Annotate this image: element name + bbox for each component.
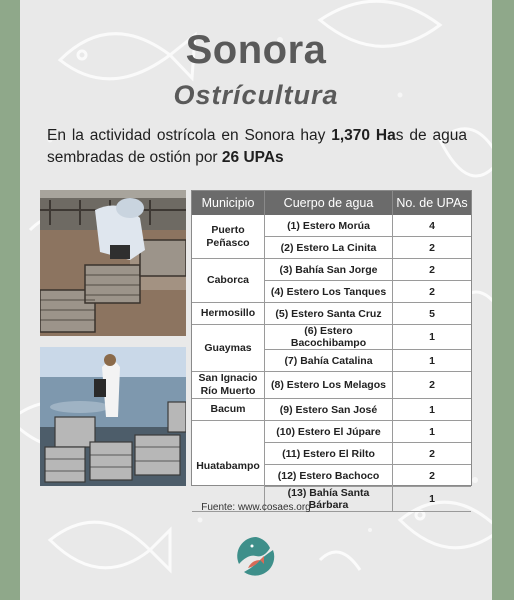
cuerpo-de-agua-cell: (11) Estero El Rilto	[265, 443, 393, 465]
intro-paragraph	[47, 125, 467, 169]
intro-text-1: En la actividad ostrícola en Sonora hay	[47, 127, 332, 144]
table-row	[192, 259, 471, 281]
right-border	[492, 0, 514, 600]
municipio-cell: Guaymas	[192, 325, 265, 372]
upas-count-cell: 1	[393, 350, 472, 372]
municipio-cell: Bacum	[192, 399, 265, 421]
upas-count-cell: 2	[393, 281, 472, 303]
cuerpo-de-agua-cell: (5) Estero Santa Cruz	[265, 303, 393, 325]
upas-count-cell: 2	[393, 372, 472, 399]
left-border	[0, 0, 20, 600]
municipio-cell: Hermosillo	[192, 303, 265, 325]
source-note: Fuente: www.cosaes.org	[201, 502, 311, 513]
intro-hectares: 1,370 Ha	[331, 127, 396, 144]
fish-circle-logo-icon	[234, 534, 278, 583]
cuerpo-de-agua-cell: (7) Bahía Catalina	[265, 350, 393, 372]
upas-count-cell: 2	[393, 259, 472, 281]
cuerpo-de-agua-cell: (13) Bahía Santa Bárbara	[265, 487, 393, 512]
cuerpo-de-agua-cell: (6) Estero Bacochibampo	[265, 325, 393, 350]
table-row	[192, 303, 471, 325]
page-subtitle: Ostrícultura	[173, 80, 339, 110]
oyster-farm-photo-2	[40, 347, 186, 486]
intro-upas: 26 UPAs	[221, 149, 284, 166]
upas-count-cell: 1	[393, 487, 472, 512]
intro-text-2: s de agua sembradas de ostión por	[47, 127, 467, 166]
table-body	[192, 215, 471, 512]
upas-count-cell: 5	[393, 303, 472, 325]
upas-count-cell: 1	[393, 325, 472, 350]
upas-count-cell: 2	[393, 237, 472, 259]
table-row	[192, 421, 471, 443]
upas-count-cell: 1	[393, 421, 472, 443]
municipio-cell: Caborca	[192, 259, 265, 303]
upas-count-cell: 2	[393, 443, 472, 465]
table-row	[192, 215, 471, 237]
municipio-cell: Puerto Peñasco	[192, 215, 265, 259]
cuerpo-de-agua-cell: (10) Estero El Júpare	[265, 421, 393, 443]
table-header-row	[192, 191, 471, 215]
upas-count-cell: 1	[393, 399, 472, 421]
table-row	[192, 399, 471, 421]
content-panel	[20, 0, 492, 600]
cuerpo-de-agua-cell: (8) Estero Los Melagos	[265, 372, 393, 399]
column-header-cuerpo-de-agua: Cuerpo de agua	[265, 191, 393, 215]
table-row	[192, 325, 471, 350]
upas-count-cell: 2	[393, 465, 472, 487]
cuerpo-de-agua-cell: (4) Estero Los Tanques	[265, 281, 393, 303]
cuerpo-de-agua-cell: (9) Estero San José	[265, 399, 393, 421]
oyster-farm-photo-1	[40, 190, 186, 336]
table-row	[192, 372, 471, 399]
column-header-municipio: Municipio	[192, 191, 265, 215]
cuerpo-de-agua-cell: (12) Estero Bachoco	[265, 465, 393, 487]
cuerpo-de-agua-cell: (3) Bahía San Jorge	[265, 259, 393, 281]
cuerpo-de-agua-cell: (1) Estero Morúa	[265, 215, 393, 237]
upas-count-cell: 4	[393, 215, 472, 237]
municipio-cell: Huatabampo	[192, 421, 265, 512]
municipio-cell: San Ignacio Río Muerto	[192, 372, 265, 399]
cuerpo-de-agua-cell: (2) Estero La Cinita	[265, 237, 393, 259]
column-header-no-de-upas: No. de UPAs	[393, 191, 472, 215]
page-title: Sonora	[185, 28, 327, 72]
